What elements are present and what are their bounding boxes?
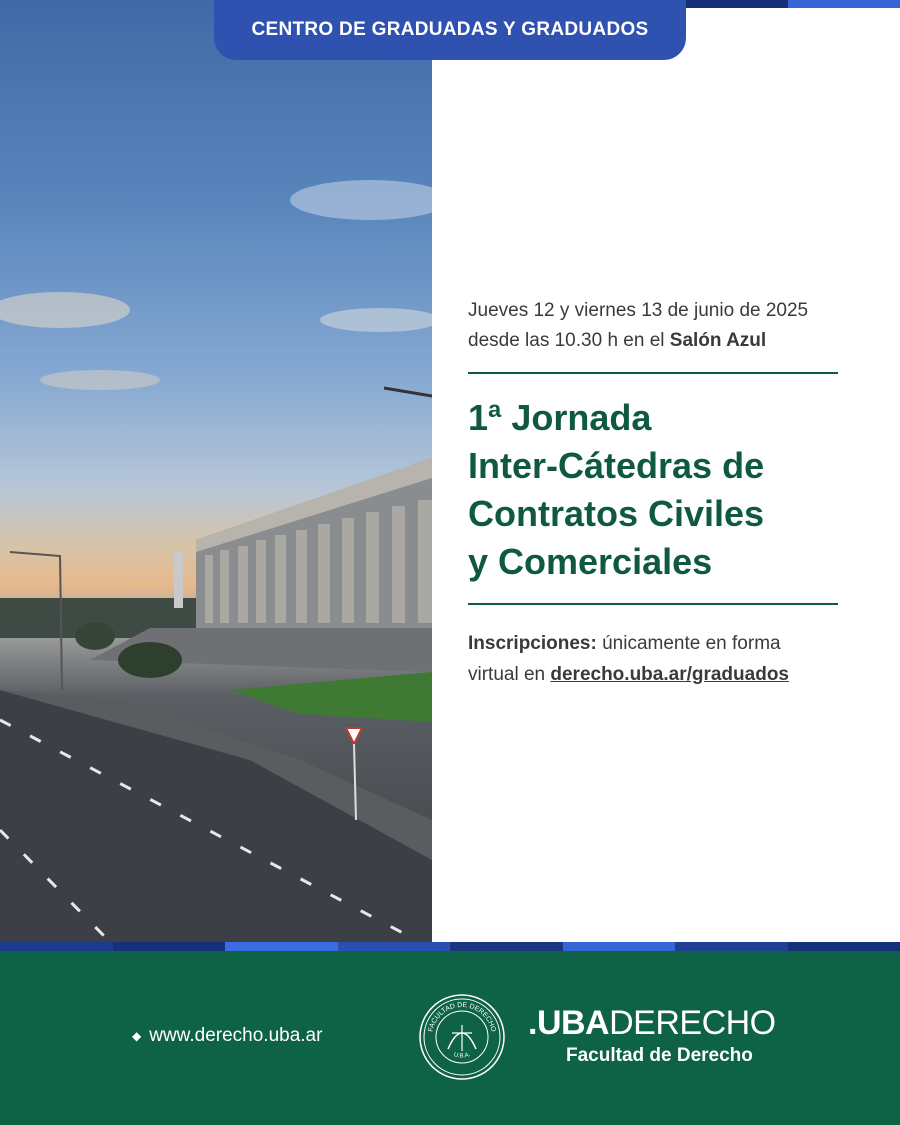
event-venue: Salón Azul [669,330,767,351]
header-label: CENTRO DE GRADUADAS Y GRADUADOS [251,19,649,40]
seal-top-text: FACULTAD DE DERECHO [427,1001,497,1033]
website-link[interactable] [132,1025,322,1047]
title-line-1: 1ª Jornada [468,397,652,438]
registration-label: Inscripciones: [468,633,597,654]
divider-bottom [468,603,838,605]
title-line-4: y Comerciales [468,541,713,582]
registration-text-b: virtual en [468,664,551,685]
brand-prefix: .UBA [528,1004,610,1042]
event-time-venue [468,326,868,356]
building-photo [0,0,432,942]
title-line-2: Inter-Cátedras de [468,445,765,486]
seal-bottom-text: U.B.A. [452,1052,472,1060]
registration-text-a: únicamente en forma [596,633,781,654]
registration-info [468,628,888,690]
diamond-icon: ◆ [132,1029,142,1043]
registration-link[interactable]: derecho.uba.ar/graduados [550,664,789,685]
divider-top [468,372,838,374]
event-date-block [468,296,868,356]
title-line-3: Contratos Civiles [468,493,765,534]
event-title [468,394,888,586]
bottom-color-stripe [0,942,900,951]
uba-derecho-logo [528,1005,776,1067]
event-time: desde las 10.30 h en el [468,330,670,351]
brand-name: DERECHO [609,1004,776,1042]
website-text[interactable]: www.derecho.uba.ar [149,1025,323,1046]
svg-text:U.B.A. [453,1052,472,1059]
header-badge [214,0,686,60]
footer [0,951,900,1125]
event-date: Jueves 12 y viernes 13 de junio de 2025 [468,300,809,321]
brand-subtitle: Facultad de Derecho [566,1045,753,1066]
university-seal-icon [418,993,506,1081]
